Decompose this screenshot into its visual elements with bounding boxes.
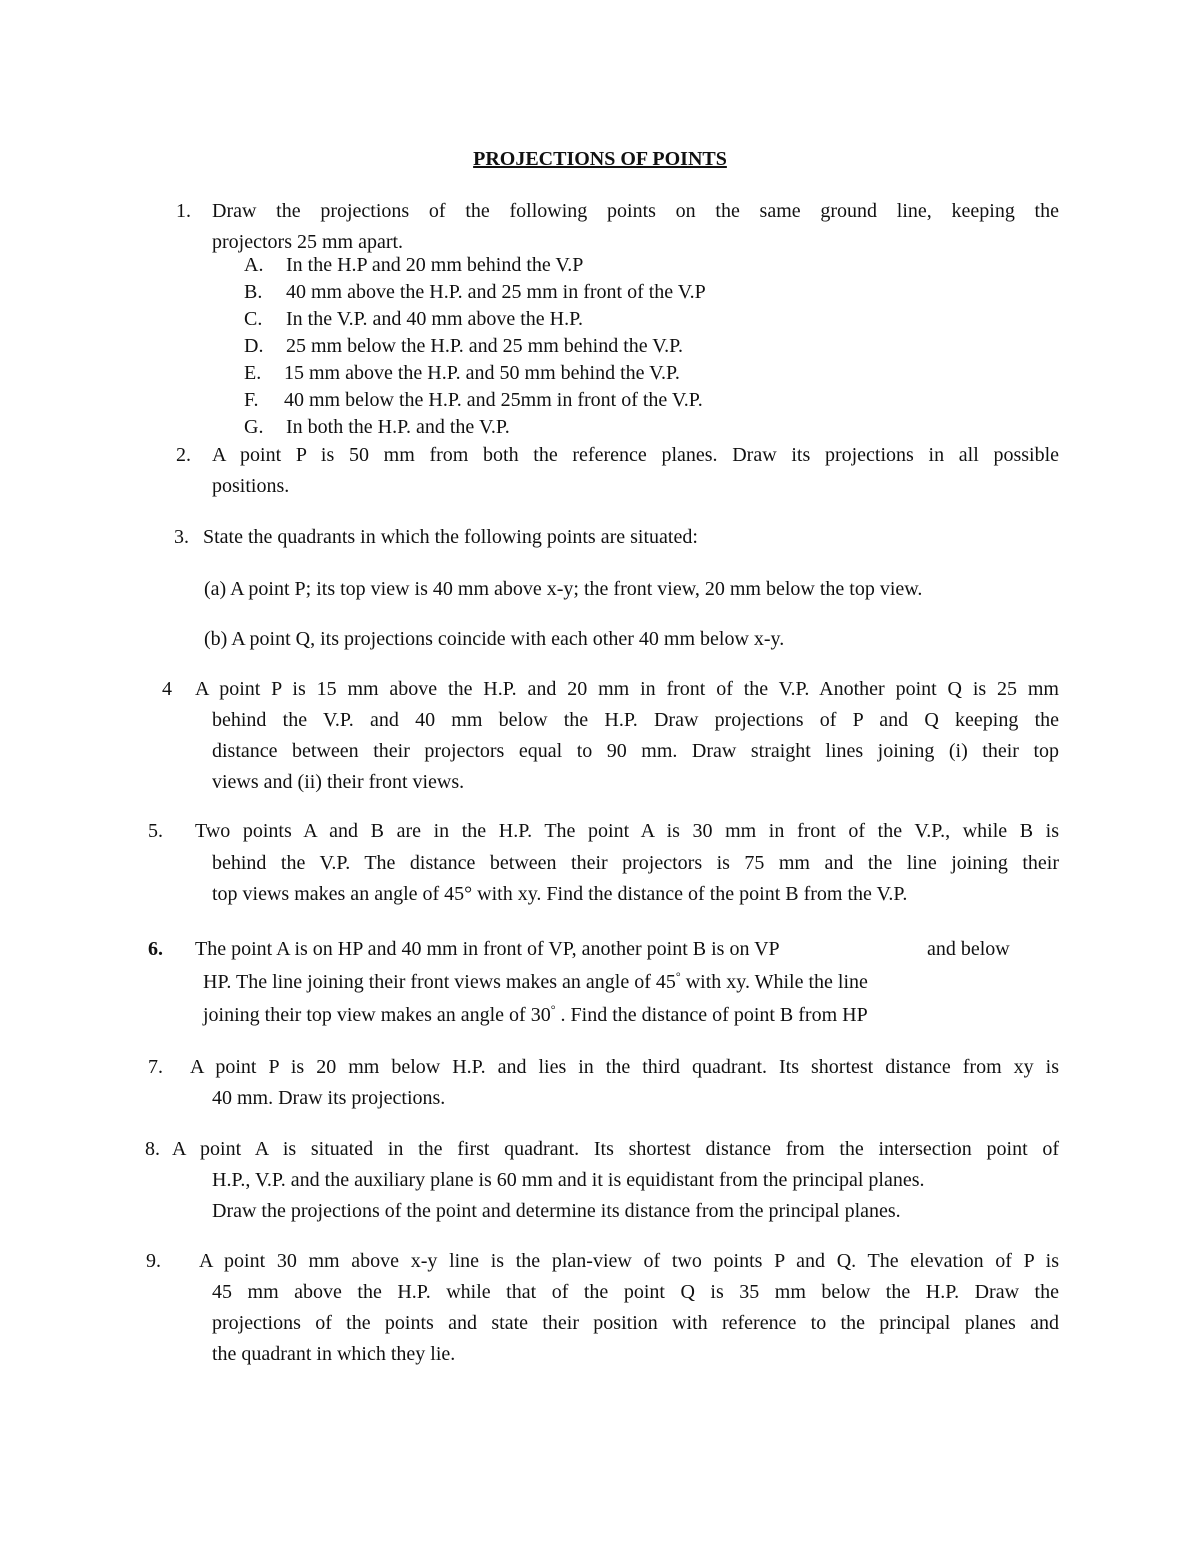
question-text: projectors 25 mm apart. [212,231,404,253]
question-text: 45 mm above the H.P. while that of the point Q is 35 mm below the H.P. Draw the [212,1281,1059,1303]
sub-item-label: A. [244,254,264,276]
question-text: projections of the points and state their position with reference to the principal planes and [212,1312,1059,1334]
question-number: 7. [148,1056,163,1078]
question-text: A point P is 15 mm above the H.P. and 20 mm in front of the V.P. Another point Q is 25 mm [195,678,1059,700]
sub-question-b: (b) A point Q, its projections coincide with each other 40 mm below x-y. [204,628,785,650]
question-text: behind the V.P. The distance between their projectors is 75 mm and the line joining their [212,852,1059,874]
question-text-part: HP. The line joining their front views makes an angle of 45 [203,971,676,993]
question-text: behind the V.P. and 40 mm below the H.P. Draw projections of P and Q keeping the [212,709,1059,731]
question-text: 40 mm. Draw its projections. [212,1087,446,1109]
sub-item-text: 40 mm above the H.P. and 25 mm in front of the V.P [286,281,706,303]
page-title: PROJECTIONS OF POINTS [473,148,727,170]
sub-item-text: 25 mm below the H.P. and 25 mm behind the V.P. [286,335,684,357]
question-number: 1. [176,200,191,222]
question-text: A point 30 mm above x-y line is the plan-view of two points P and Q. The elevation of P is [199,1250,1059,1272]
sub-item-text: In the H.P and 20 mm behind the V.P [286,254,584,276]
question-number: 2. [176,444,191,466]
sub-item-text: In the V.P. and 40 mm above the H.P. [286,308,584,330]
question-number: 6. [148,938,163,960]
question-text: and below [927,938,1010,960]
question-text: the quadrant in which they lie. [212,1343,456,1365]
sub-item-label: B. [244,281,263,303]
question-text: top views makes an angle of 45° with xy. Find the distance of the point B from the V.P. [212,883,908,905]
sub-item-label: D. [244,335,264,357]
sub-item-label: E. [244,362,262,384]
question-text: Draw the projections of the point and determine its distance from the principal planes. [212,1200,901,1222]
question-text: positions. [212,475,290,497]
sub-item-text: In both the H.P. and the V.P. [286,416,510,438]
question-number: 3. [174,526,189,548]
question-text [203,967,868,998]
sub-item-text: 15 mm above the H.P. and 50 mm behind the V.P. [284,362,680,384]
question-number: 5. [148,820,163,842]
question-text: A point P is 50 mm from both the reference planes. Draw its projections in all possible [212,444,1059,466]
question-text: distance between their projectors equal to 90 mm. Draw straight lines joining (i) their top [212,740,1059,762]
sub-item-label: C. [244,308,263,330]
question-text: Two points A and B are in the H.P. The point A is 30 mm in front of the V.P., while B is [195,820,1059,842]
question-text: A point P is 20 mm below H.P. and lies in the third quadrant. Its shortest distance from xy is [190,1056,1059,1078]
question-text: The point A is on HP and 40 mm in front of VP, another point B is on VP [195,938,780,960]
sub-item-text: 40 mm below the H.P. and 25mm in front of the V.P. [284,389,703,411]
degree-symbol: ° [675,969,681,984]
question-text: views and (ii) their front views. [212,771,465,793]
question-number: 8. [145,1138,160,1160]
sub-item-label: F. [244,389,259,411]
question-text-part: . Find the distance of point B from HP [555,1004,868,1026]
question-text: A point A is situated in the first quadrant. Its shortest distance from the intersection point of [172,1138,1059,1160]
question-text-part: joining their top view makes an angle of 30 [203,1004,551,1026]
sub-question-a: (a) A point P; its top view is 40 mm above x-y; the front view, 20 mm below the top view. [204,578,923,600]
sub-item-label: G. [244,416,264,438]
question-text [203,1000,868,1031]
degree-symbol: ° [550,1002,556,1017]
question-number: 4 [162,678,172,700]
question-number: 9. [146,1250,161,1272]
question-text: State the quadrants in which the following points are situated: [203,526,698,548]
question-text: Draw the projections of the following points on the same ground line, keeping the [212,200,1059,222]
question-text: H.P., V.P. and the auxiliary plane is 60 mm and it is equidistant from the principal planes. [212,1169,925,1191]
question-text-part: with xy. While the line [680,971,868,993]
